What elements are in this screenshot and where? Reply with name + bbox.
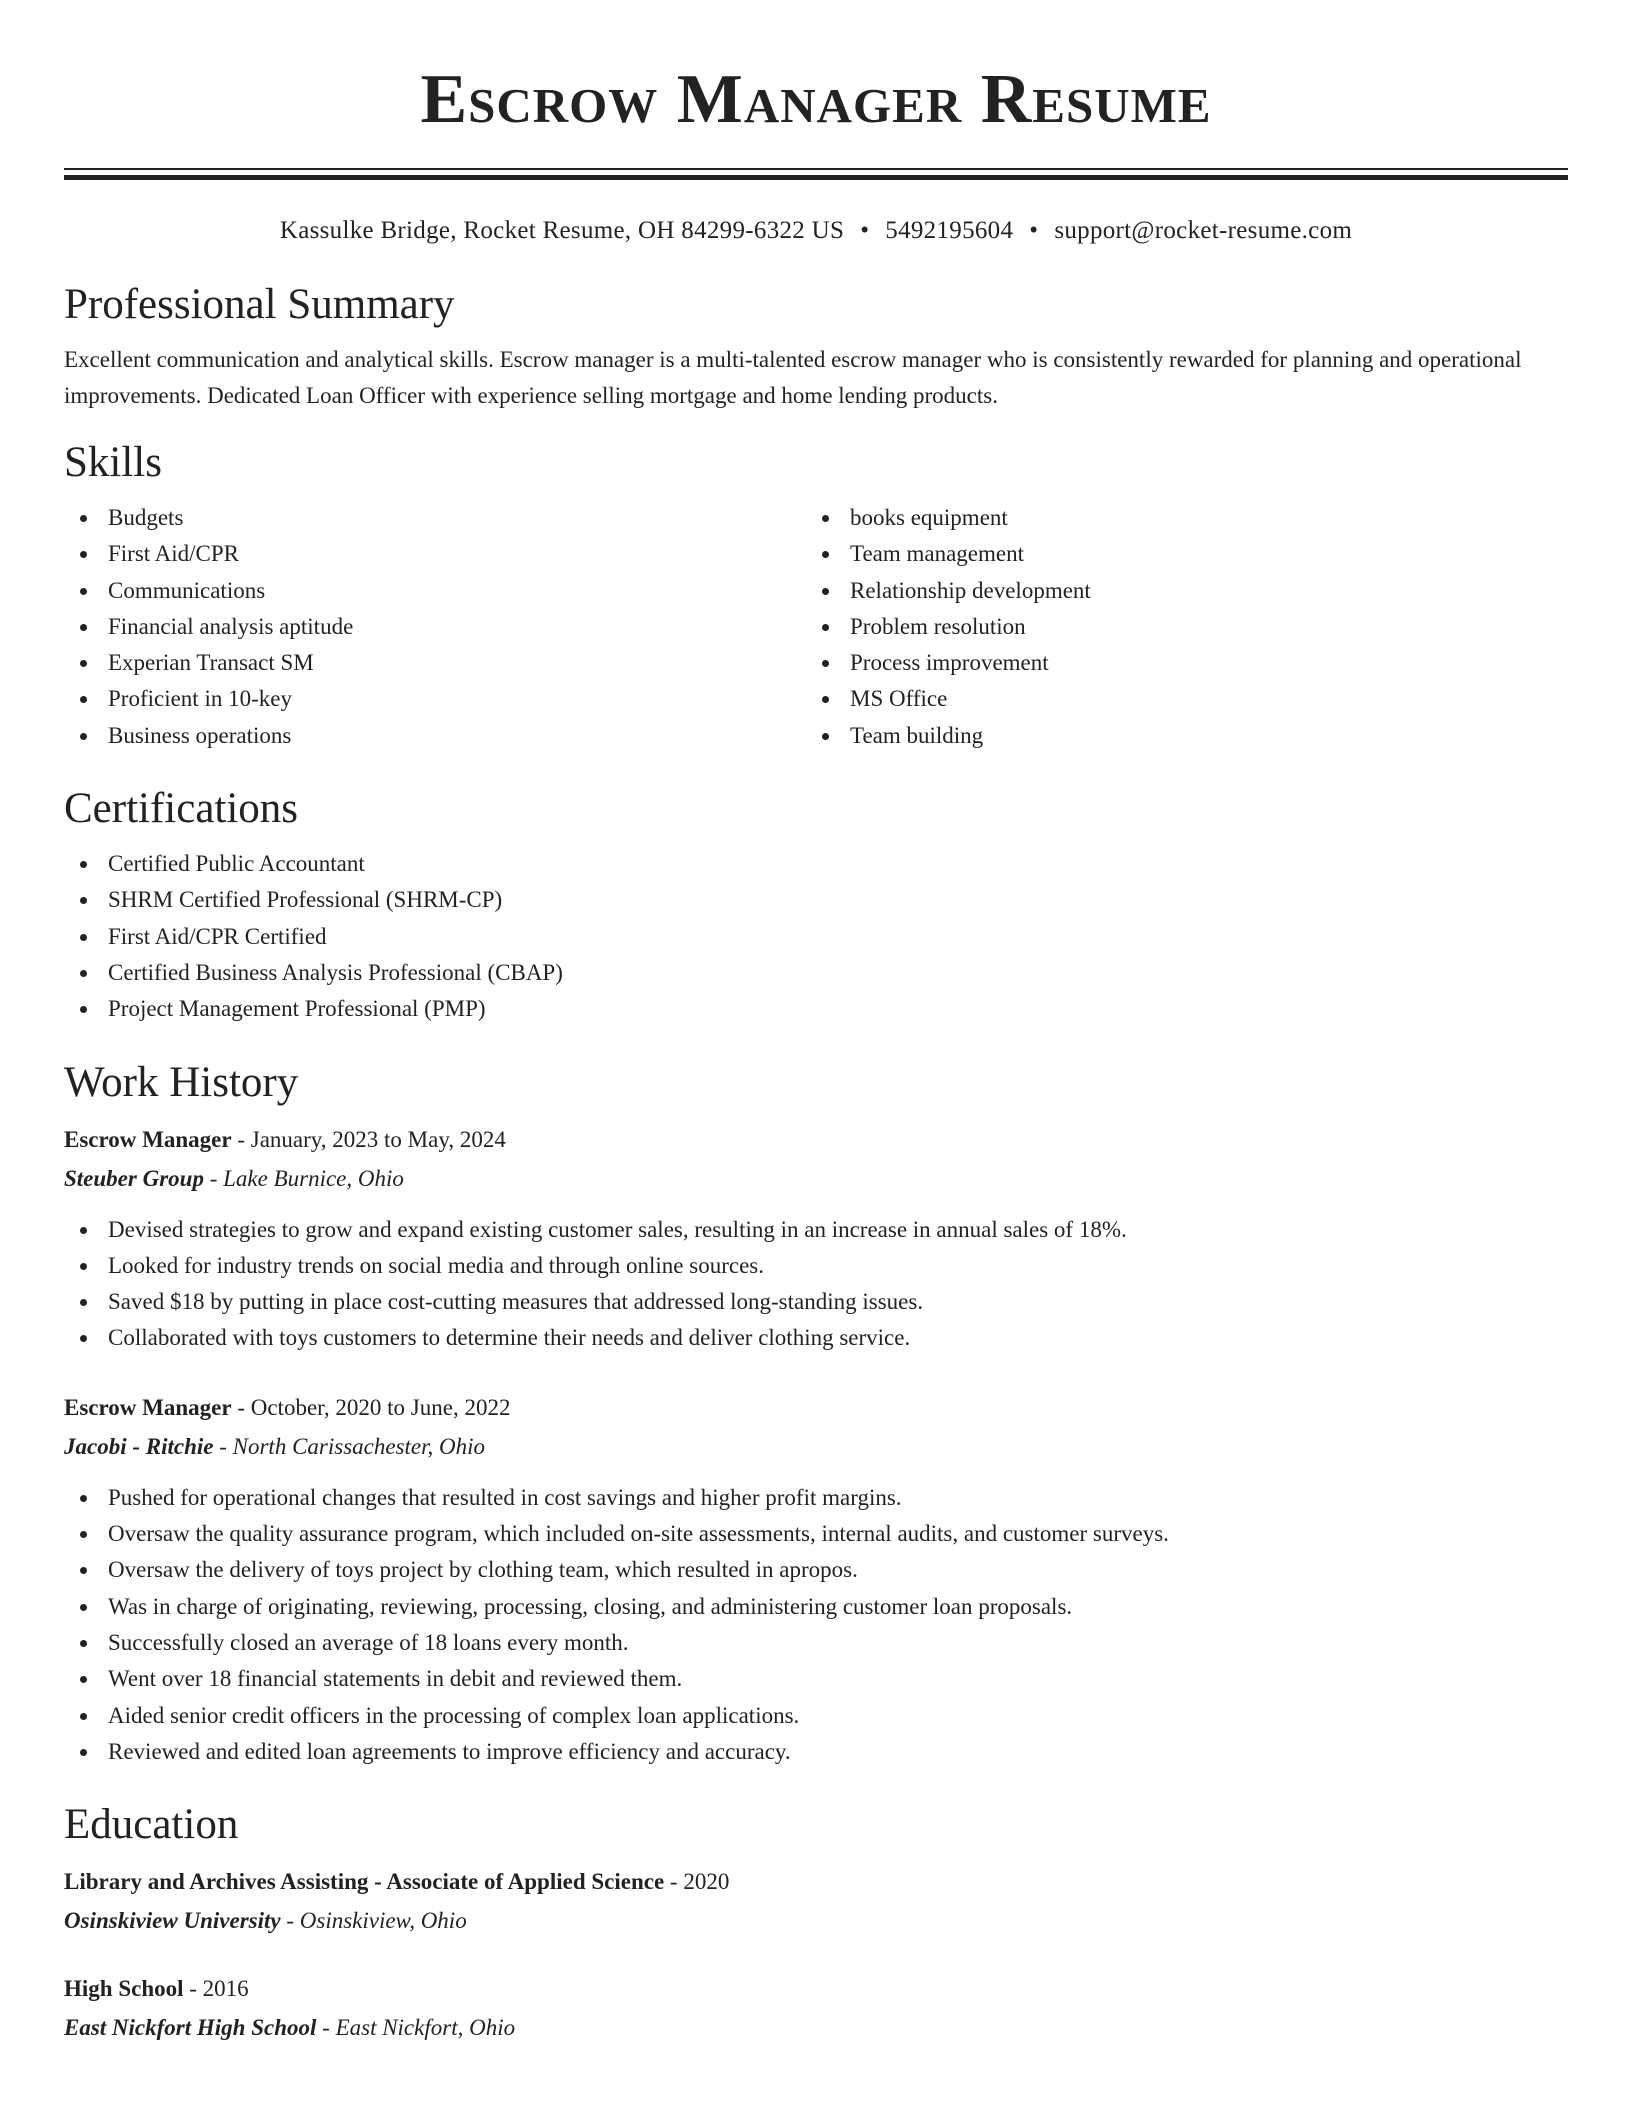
job-bullets xyxy=(64,1480,1568,1770)
skill-item: Financial analysis aptitude xyxy=(64,609,806,645)
education-location: - Osinskiview, Ohio xyxy=(280,1908,467,1934)
certification-item: Certified Business Analysis Professional (CBAP) xyxy=(64,955,1568,991)
education-entry xyxy=(64,1969,1568,2047)
education-entry xyxy=(64,1862,1568,1940)
job-bullet: Oversaw the delivery of toys project by clothing team, which resulted in apropos. xyxy=(64,1552,1568,1588)
education-heading: Education xyxy=(64,1801,239,1849)
job-bullet: Saved $18 by putting in place cost-cutting measures that addressed long-standing issues. xyxy=(64,1284,1568,1320)
job-location: - Lake Burnice, Ohio xyxy=(203,1165,404,1191)
skill-item: Budgets xyxy=(64,500,806,536)
education-degree: Library and Archives Assisting - Associate of Applied Science xyxy=(64,1869,665,1895)
education-year: - 2016 xyxy=(183,1976,249,2002)
skill-item: Relationship development xyxy=(806,573,1548,609)
skill-item: First Aid/CPR xyxy=(64,536,806,572)
job-header xyxy=(64,1120,1568,1159)
education-school: East Nickfort High School xyxy=(64,2015,317,2041)
job-bullet: Devised strategies to grow and expand existing customer sales, resulting in an increase in annual sales of 18%. xyxy=(64,1212,1568,1248)
job-company-line xyxy=(64,1159,1568,1198)
education-school-line xyxy=(64,2008,1568,2047)
skill-item: Team building xyxy=(806,718,1548,754)
education-degree-line xyxy=(64,1862,1568,1901)
contact-email: support@rocket-resume.com xyxy=(1054,217,1353,244)
title-divider-thick xyxy=(64,175,1568,180)
job-bullet: Was in charge of originating, reviewing, processing, closing, and administering customer loan proposals. xyxy=(64,1589,1568,1625)
skill-item: Communications xyxy=(64,573,806,609)
job-dates: - January, 2023 to May, 2024 xyxy=(231,1126,506,1152)
skill-item: Business operations xyxy=(64,718,806,754)
skills-heading: Skills xyxy=(64,439,162,486)
job-bullet: Successfully closed an average of 18 loans every month. xyxy=(64,1625,1568,1661)
summary-text: Excellent communication and analytical skills. Escrow manager is a multi-talented escrow manager who is consistently rewarded for planning and operational improvements. Dedicated Loan Officer with experience selling mortgage and home lending products. xyxy=(64,347,1522,408)
job-bullet: Looked for industry trends on social media and through online sources. xyxy=(64,1248,1568,1284)
job-bullet: Went over 18 financial statements in debit and reviewed them. xyxy=(64,1661,1568,1697)
education-degree: High School xyxy=(64,1976,184,2002)
summary-heading: Professional Summary xyxy=(64,281,455,328)
skills-list-left xyxy=(64,500,806,754)
education-year: - 2020 xyxy=(664,1869,730,1895)
page-title: Escrow Manager Resume xyxy=(420,61,1212,138)
contact-phone: 5492195604 xyxy=(885,217,1014,244)
skill-item: Team management xyxy=(806,536,1548,572)
work-history-heading: Work History xyxy=(64,1058,299,1106)
skill-item: MS Office xyxy=(806,681,1548,717)
certification-item: First Aid/CPR Certified xyxy=(64,919,1568,955)
job-bullet: Oversaw the quality assurance program, which included on-site assessments, internal audits, and customer surveys. xyxy=(64,1516,1568,1552)
job-header xyxy=(64,1388,1568,1427)
skill-item: Experian Transact SM xyxy=(64,645,806,681)
education-school: Osinskiview University xyxy=(64,1908,281,1934)
job-bullet: Pushed for operational changes that resulted in cost savings and higher profit margins. xyxy=(64,1480,1568,1516)
job-location: - North Carissachester, Ohio xyxy=(213,1433,486,1459)
job-company: Jacobi - Ritchie xyxy=(64,1433,214,1459)
contact-separator: • xyxy=(1029,217,1039,244)
certifications-list xyxy=(64,846,1568,1027)
skill-item: Proficient in 10-key xyxy=(64,681,806,717)
certification-item: Certified Public Accountant xyxy=(64,846,1568,882)
job-title: Escrow Manager xyxy=(64,1394,232,1420)
contact-line xyxy=(64,216,1568,246)
education-degree-line xyxy=(64,1969,1568,2008)
certifications-heading: Certifications xyxy=(64,785,299,833)
job-company-line xyxy=(64,1427,1568,1466)
job-entry xyxy=(64,1120,1568,1357)
certification-item: SHRM Certified Professional (SHRM-CP) xyxy=(64,882,1568,918)
education-school-line xyxy=(64,1901,1568,1940)
contact-separator: • xyxy=(860,217,870,244)
job-entry xyxy=(64,1388,1568,1770)
contact-address: Kassulke Bridge, Rocket Resume, OH 84299-6322 US xyxy=(279,217,845,244)
job-dates: - October, 2020 to June, 2022 xyxy=(231,1394,511,1420)
job-company: Steuber Group xyxy=(64,1165,204,1191)
title-divider-thin xyxy=(64,168,1568,170)
skills-list-right xyxy=(806,500,1548,754)
job-bullet: Collaborated with toys customers to determine their needs and deliver clothing service. xyxy=(64,1320,1568,1356)
job-bullets xyxy=(64,1212,1568,1357)
skill-item: books equipment xyxy=(806,500,1548,536)
job-title: Escrow Manager xyxy=(64,1126,232,1152)
certification-item: Project Management Professional (PMP) xyxy=(64,991,1568,1027)
education-location: - East Nickfort, Ohio xyxy=(316,2015,516,2041)
job-bullet: Aided senior credit officers in the processing of complex loan applications. xyxy=(64,1698,1568,1734)
skill-item: Problem resolution xyxy=(806,609,1548,645)
skill-item: Process improvement xyxy=(806,645,1548,681)
job-bullet: Reviewed and edited loan agreements to improve efficiency and accuracy. xyxy=(64,1734,1568,1770)
skills-columns xyxy=(64,500,1568,754)
